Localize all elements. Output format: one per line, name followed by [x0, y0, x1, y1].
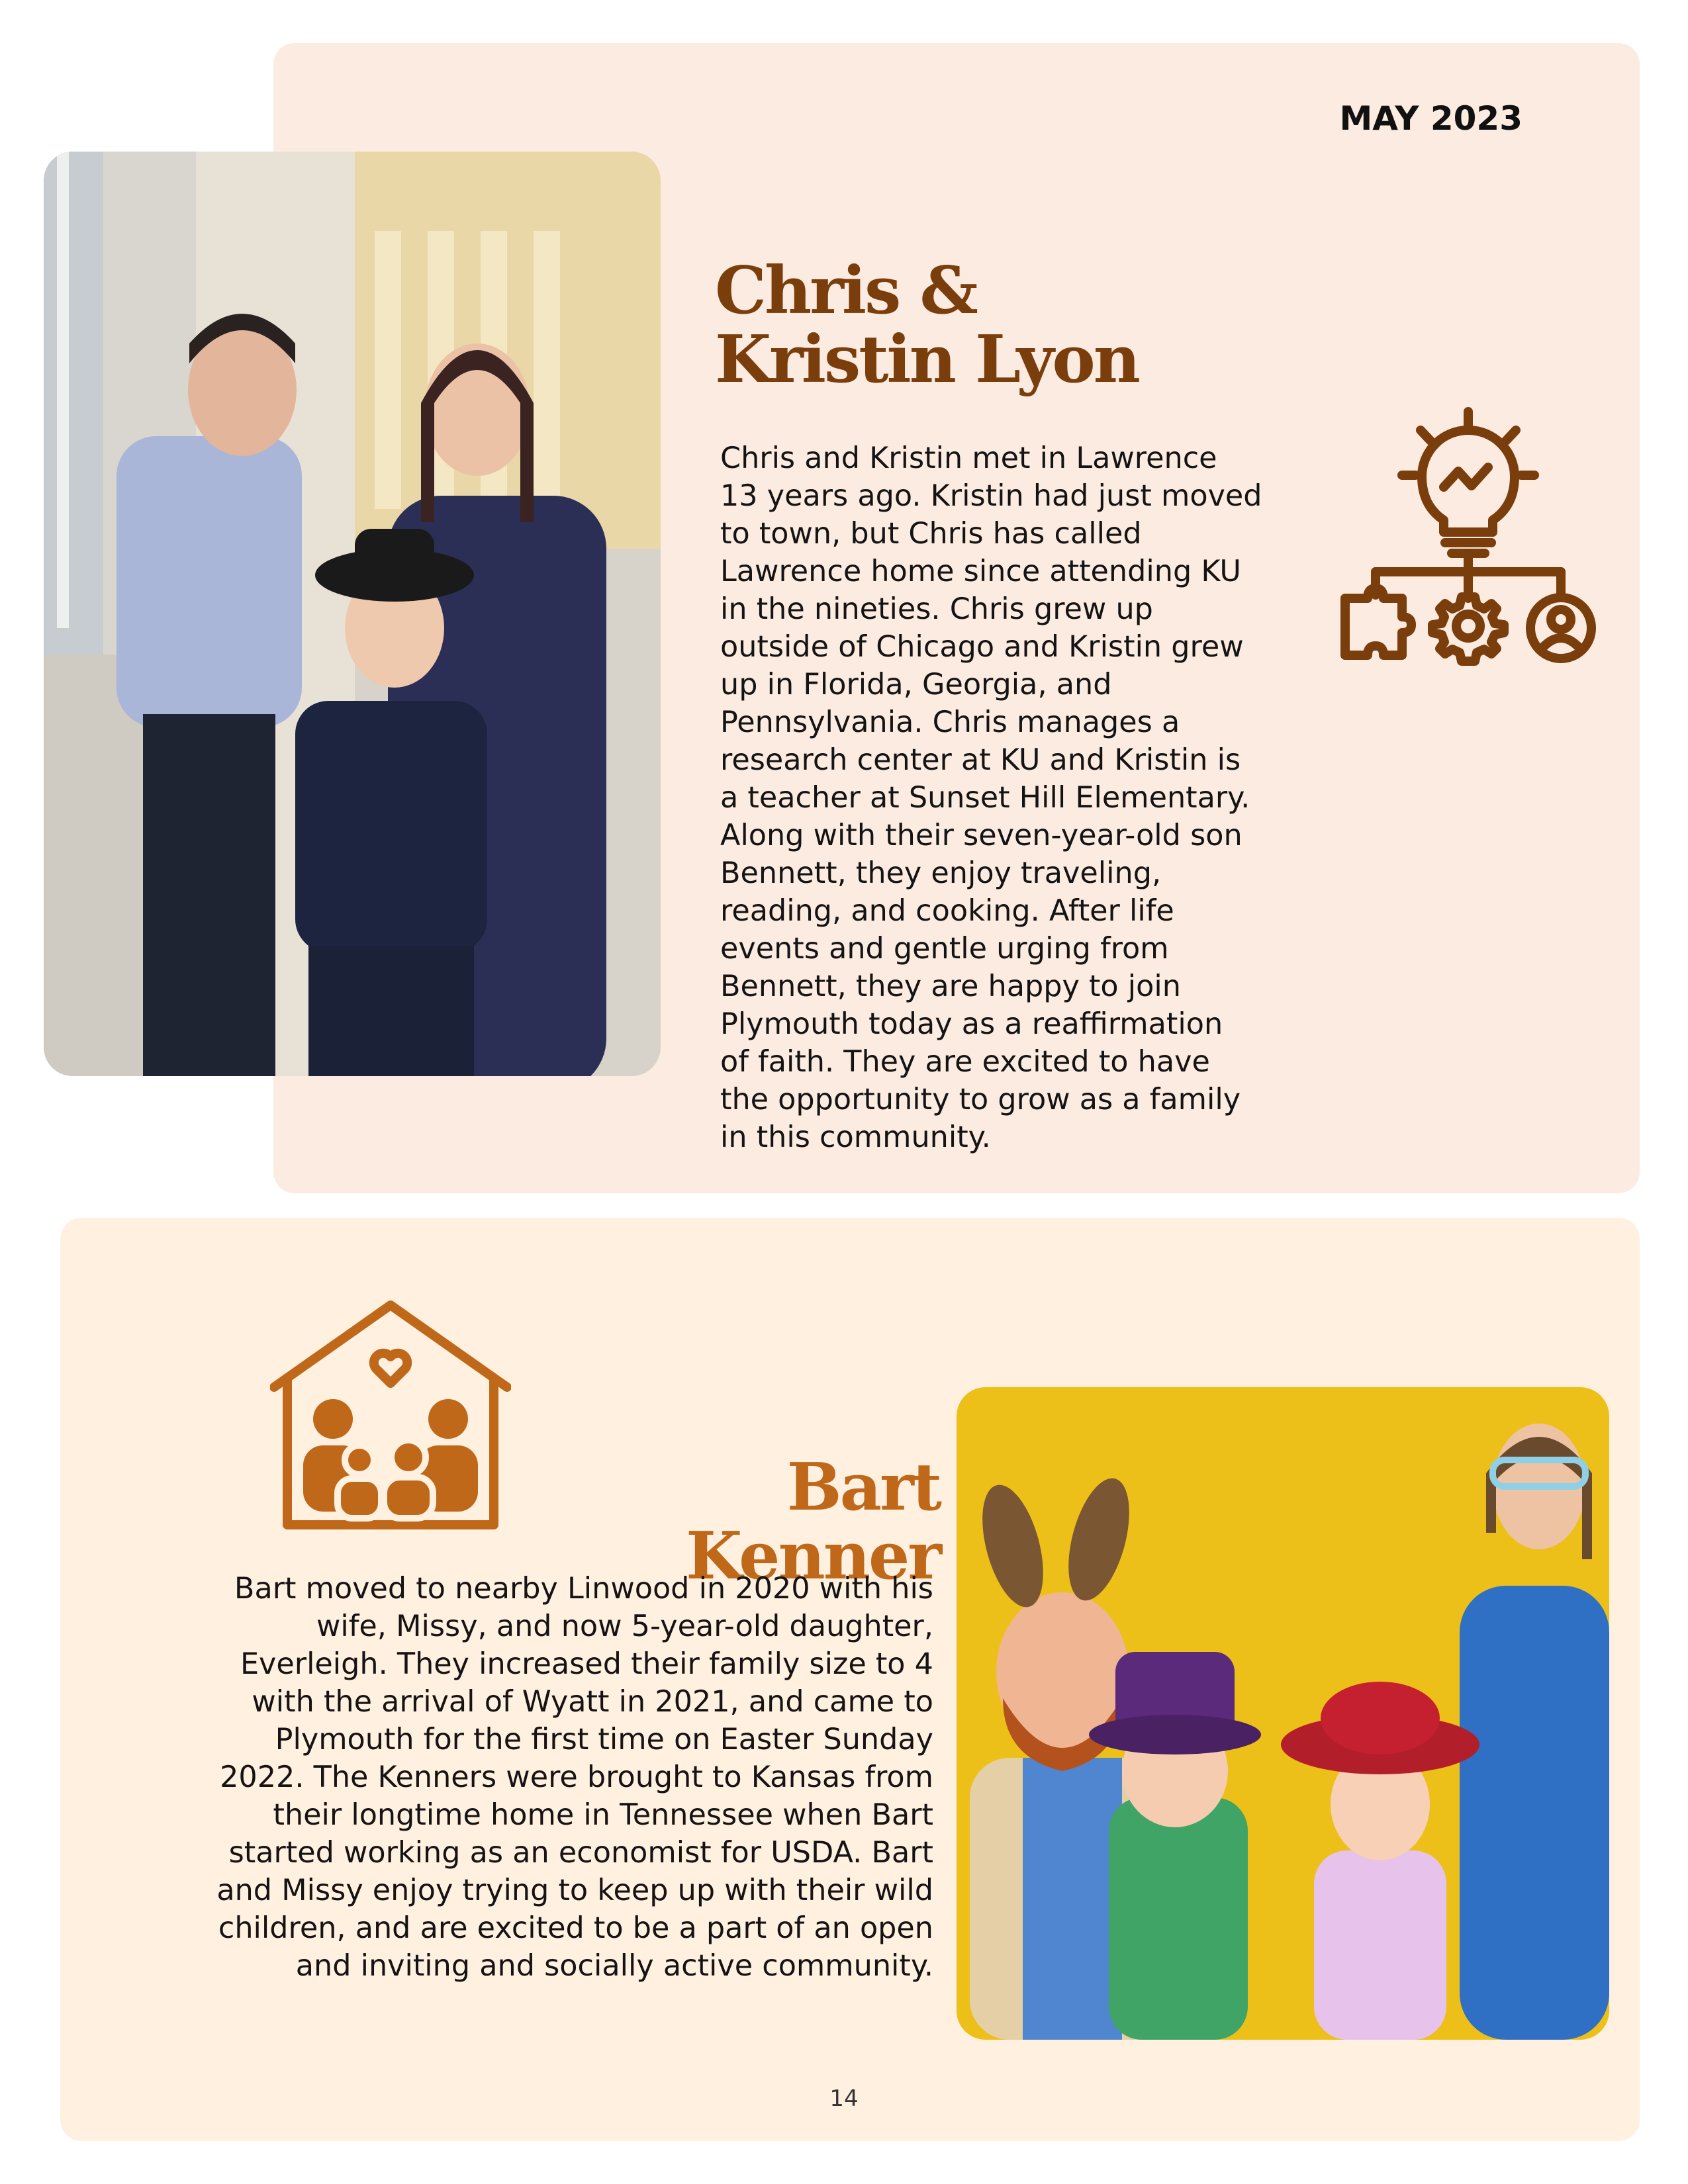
profile1-name: Chris & Kristin Lyon [715, 253, 1139, 398]
lightbulb-ideas-icon [1336, 406, 1601, 671]
page-number: 14 [829, 2085, 859, 2112]
lyon-family-photo [44, 152, 661, 1076]
kenner-family-photo [957, 1387, 1609, 2040]
profile2-name: Bart Kenner [686, 1449, 940, 1594]
profile2-bio: Bart moved to nearby Linwood in 2020 with his wife, Missy, and now 5-year-old daughter, Everleigh. They increased their family size to 4 with the arrival of Wyatt in 2021, and came to Plymouth for the first time on Easter Sunday 2022. The Kenners were brought to Kansas from their longtime home in Tennessee when Bart started working as an economist for USDA. Bart and Missy enjoy trying to keep up with their wild children, and are excited to be a part of an open and inviting and socially active community. [216, 1572, 933, 1983]
family-home-icon [270, 1300, 511, 1533]
issue-date: MAY 2023 [1339, 99, 1523, 138]
profile1-bio: Chris and Kristin met in Lawrence 13 years ago. Kristin had just moved to town, but Chris has called Lawrence home since attending KU in the nineties. Chris grew up outside of Chicago and Kristin grew up in Florida, Georgia, and Pennsylvania. Chris manages a research center at KU and Kristin is a teacher at Sunset Hill Elementary. Along with their seven-year-old son Bennett, they enjoy traveling, reading, and cooking. After life events and gentle urging from Bennett, they are happy to join Plymouth today as a reaffirmation of faith. They are excited to have the opportunity to grow as a family in this community. [720, 441, 1262, 1154]
